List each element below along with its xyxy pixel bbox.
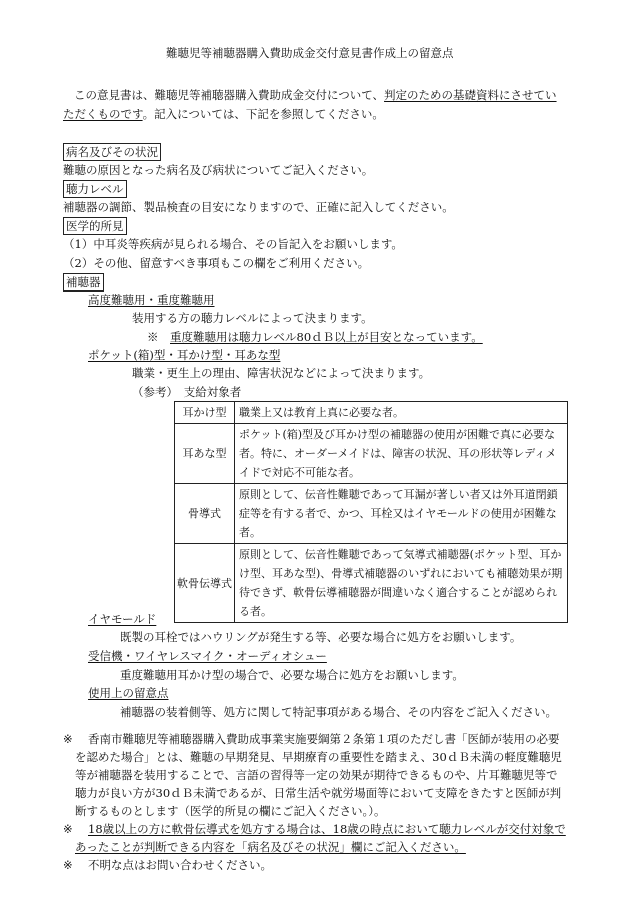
note-1-line: 聴力が良い方が30ｄＢ未満であるが、日常生活や就労場面等において支障をきたすと医師が判 xyxy=(75,786,562,800)
subheading-high-severe: 高度難聴用・重度難聴用 xyxy=(88,293,215,307)
medical-item-1: （1）中耳炎等疾病が見られる場合、その旨記入をお願いします。 xyxy=(63,237,403,251)
table-row xyxy=(175,402,568,424)
table-row xyxy=(175,424,568,484)
row-text: 原則として、伝音性難聴であって気導式補聴器(ポケット型、耳かけ型、耳あな型)、骨導式補聴器のいずれにおいても補聴効果が期待できず、軟骨伝導補聴器が間違いなく適合することが認められる者。 xyxy=(235,544,568,623)
row-text: 職業上又は教育上真に必要な者。 xyxy=(235,402,568,424)
note-3-text: 不明な点はお問い合わせください。 xyxy=(88,858,272,872)
row-label: 耳あな型 xyxy=(175,424,235,484)
usage-text: 補聴器の装着側等、処方に関して特記事項がある場合、その内容をご記入ください。 xyxy=(120,705,557,719)
severe-note xyxy=(147,328,483,347)
table-row xyxy=(175,484,568,544)
subheading-earmold: イヤモールド xyxy=(88,612,157,626)
intro-underlined-2: ただくものです xyxy=(63,107,143,121)
note-1-line: 断するものとします（医学的所見の欄にご記入ください。）。 xyxy=(75,804,386,818)
row-text: 原則として、伝音性難聴であって耳漏が著しい者又は外耳道閉鎖症等を有する者で、かつ、耳栓又はイヤモールドの使用が困難な者。 xyxy=(235,484,568,544)
subheading-types: ポケット(箱)型・耳かけ型・耳あな型 xyxy=(88,348,281,362)
hearing-text: 補聴器の調節、製品検査の目安になりますので、正確に記入してください。 xyxy=(63,200,454,214)
row-label: 軟骨伝導式 xyxy=(175,544,235,623)
intro-text-2: 。記入については、下記を参照してください。 xyxy=(142,107,384,121)
row-label: 骨導式 xyxy=(175,484,235,544)
heading-hearing-aid: 補聴器 xyxy=(63,273,104,292)
note-1-line: を認めた場合」とは、難聴の早期発見、早期療育の重要性を踏まえ、30ｄＢ未満の軽度難聴児 xyxy=(75,750,562,764)
high-severe-text: 装用する方の聴力レベルによって決まります。 xyxy=(132,311,373,325)
disease-text: 難聴の原因となった病名及び病状についてご記入ください。 xyxy=(63,163,374,177)
heading-medical: 医学的所見 xyxy=(63,217,127,235)
intro-text: この意見書は、難聴児等補聴器購入費助成金交付について、 xyxy=(74,88,385,102)
medical-item-2: （2）その他、留意すべき事項もこの欄をご利用ください。 xyxy=(63,256,370,270)
earmold-text: 既製の耳栓ではハウリングが発生する等、必要な場合に処方をお願いします。 xyxy=(120,630,522,644)
note-mark: ※ xyxy=(147,330,159,344)
intro-line-1 xyxy=(74,86,557,105)
subheading-usage: 使用上の留意点 xyxy=(88,686,169,700)
note-1-line: 等が補聴器を装用することで、言語の習得等一定の効果が期待できるものや、片耳難聴児等で xyxy=(75,768,558,782)
page-title: 難聴児等補聴器購入費助成金交付意見書作成上の留意点 xyxy=(166,46,454,60)
note-1-line: 香南市難聴児等補聴器購入費助成事業実施要綱第２条第１項のただし書「医師が装用の必要 xyxy=(88,732,560,746)
reference-label: （参考） 支給対象者 xyxy=(132,385,242,399)
note-2-mark: ※ xyxy=(63,822,73,836)
types-text: 職業・更生上の理由、障害状況などによって決まります。 xyxy=(132,366,431,380)
heading-hearing-level: 聴力レベル xyxy=(63,180,127,198)
eligibility-table xyxy=(174,401,568,623)
row-label: 耳かけ型 xyxy=(175,402,235,424)
intro-line-2 xyxy=(63,105,384,124)
note-1-mark: ※ xyxy=(63,732,73,746)
intro-underlined: 判定のための基礎資料にさせてい xyxy=(384,88,557,102)
note-2-line: あったことが判断できる内容を「病名及びその状況」欄にご記入ください。 xyxy=(75,840,466,854)
subheading-receiver: 受信機・ワイヤレスマイク・オーディオシュー xyxy=(88,649,327,663)
note-3-mark: ※ xyxy=(63,858,73,872)
note-2-line: 18歳以上の方に軟骨伝導式を処方する場合は、18歳の時点において聴力レベルが交付対象で xyxy=(88,822,566,836)
receiver-text: 重度難聴用耳かけ型の場合で、必要な場合に処方をお願いします。 xyxy=(120,668,464,682)
table-row xyxy=(175,544,568,623)
heading-disease: 病名及びその状況 xyxy=(63,143,161,161)
row-text: ポケット(箱)型及び耳かけ型の補聴器の使用が困難で真に必要な者。特に、オーダーメイドは、障害の状況、耳の形状等レディメイドで対応不可能な者。 xyxy=(235,424,568,484)
severe-note-text: 重度難聴用は聴力レベル80ｄＢ以上が目安となっています。 xyxy=(170,330,483,344)
